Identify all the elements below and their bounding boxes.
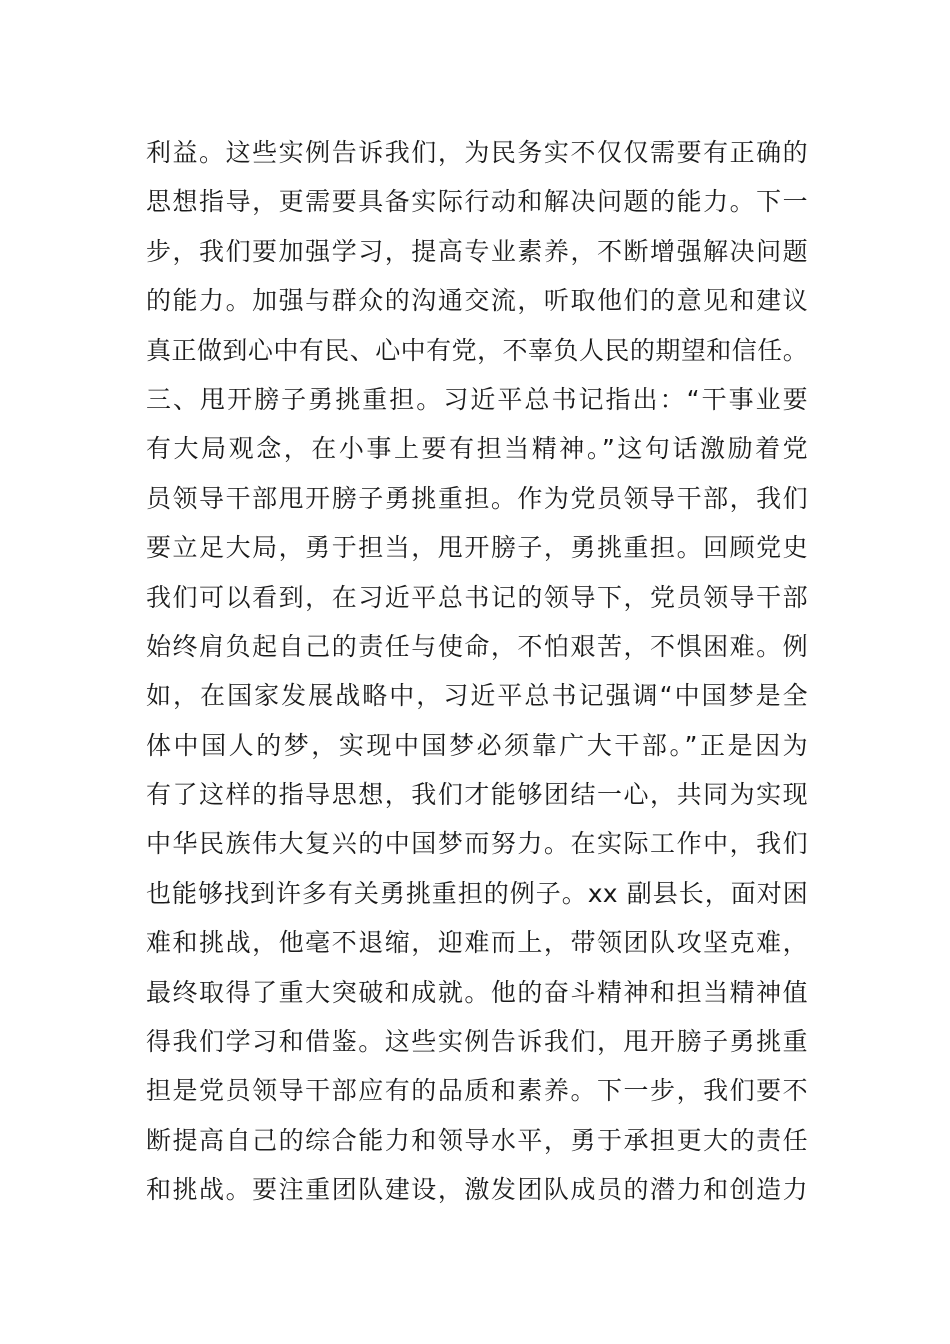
text-line: 三、甩开膀子勇挑重担。习近平总书记指出：“干事业要	[146, 384, 808, 414]
text-line: 利益。这些实例告诉我们，为民务实不仅仅需要有正确的	[146, 138, 808, 167]
text-line: 也能够找到许多有关勇挑重担的例子。xx 副县长，面对困	[146, 878, 808, 908]
text-line: 如，在国家发展战略中，习近平总书记强调“中国梦是全	[146, 681, 808, 711]
text-line: 最终取得了重大突破和成就。他的奋斗精神和担当精神值	[146, 977, 808, 1007]
text-line: 难和挑战，他毫不退缩，迎难而上，带领团队攻坚克难，	[146, 928, 808, 958]
text-line: 有了这样的指导思想，我们才能够团结一心，共同为实现	[146, 780, 808, 810]
text-line: 有大局观念，在小事上要有担当精神。”这句话激励着党	[146, 434, 808, 464]
text-line: 真正做到心中有民、心中有党，不辜负人民的期望和信任。	[146, 335, 808, 365]
text-line: 我们可以看到，在习近平总书记的领导下，党员领导干部	[146, 582, 808, 612]
text-line: 步，我们要加强学习，提高专业素养，不断增强解决问题	[146, 236, 808, 266]
text-line: 要立足大局，勇于担当，甩开膀子，勇挑重担。回顾党史	[146, 533, 808, 563]
text-line: 思想指导，更需要具备实际行动和解决问题的能力。下一	[146, 187, 808, 217]
body-text	[146, 128, 808, 1215]
text-line: 得我们学习和借鉴。这些实例告诉我们，甩开膀子勇挑重	[146, 1027, 808, 1057]
text-line: 的能力。加强与群众的沟通交流，听取他们的意见和建议	[146, 286, 808, 316]
text-line: 担是党员领导干部应有的品质和素养。下一步，我们要不	[146, 1076, 808, 1106]
text-line: 和挑战。要注重团队建设，激发团队成员的潜力和创造力	[146, 1175, 808, 1205]
text-line: 体中国人的梦，实现中国梦必须靠广大干部。”正是因为	[146, 730, 808, 760]
text-line: 始终肩负起自己的责任与使命，不怕艰苦，不惧困难。例	[146, 631, 808, 661]
text-line: 中华民族伟大复兴的中国梦而努力。在实际工作中，我们	[146, 829, 808, 859]
text-line: 员领导干部甩开膀子勇挑重担。作为党员领导干部，我们	[146, 483, 808, 513]
text-line: 断提高自己的综合能力和领导水平，勇于承担更大的责任	[146, 1125, 808, 1155]
